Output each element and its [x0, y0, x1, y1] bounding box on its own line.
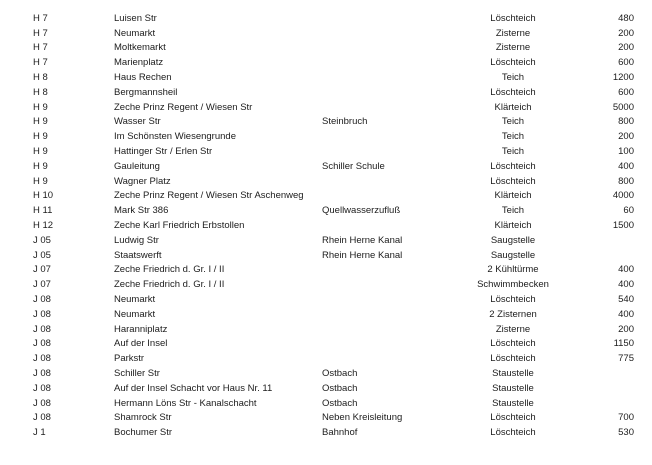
type-cell: Teich: [501, 131, 525, 143]
grid-ref-cell: H 10: [33, 190, 54, 202]
detail-cell: Ostbach: [322, 397, 358, 409]
type-cell: Teich: [501, 146, 525, 158]
name-cell: Zeche Prinz Regent / Wiesen Str: [114, 101, 253, 113]
grid-ref-cell: H 12: [33, 220, 54, 232]
type-cell: Löschteich: [490, 294, 536, 306]
table-row: [0, 263, 652, 278]
value-cell: 200: [618, 131, 634, 143]
type-cell: Staustelle: [492, 368, 534, 380]
type-cell: Teich: [501, 205, 525, 217]
type-cell: Zisterne: [495, 27, 531, 39]
table-row: [0, 366, 652, 381]
table-row: [0, 41, 652, 56]
value-cell: 1200: [612, 72, 634, 84]
table-row: [0, 411, 652, 426]
grid-ref-cell: H 9: [33, 131, 48, 143]
name-cell: Hattinger Str / Erlen Str: [114, 146, 213, 158]
table-row: [0, 307, 652, 322]
grid-ref-cell: J 05: [33, 249, 51, 261]
grid-ref-cell: H 11: [33, 205, 53, 217]
value-cell: 800: [618, 116, 634, 128]
type-cell: Teich: [501, 72, 525, 84]
table-row: [0, 129, 652, 144]
grid-ref-cell: H 9: [33, 146, 48, 158]
type-cell: Löschteich: [490, 57, 536, 69]
detail-cell: Ostbach: [322, 382, 358, 394]
grid-ref-cell: J 08: [33, 338, 51, 350]
table-row: [0, 11, 652, 26]
grid-ref-cell: J 08: [33, 382, 51, 394]
name-cell: Wasser Str: [114, 116, 161, 128]
grid-ref-cell: H 8: [33, 72, 48, 84]
table-row: [0, 292, 652, 307]
table-row: [0, 174, 652, 189]
type-cell: Löschteich: [490, 175, 536, 187]
type-cell: Staustelle: [492, 382, 534, 394]
value-cell: 1150: [613, 338, 634, 350]
value-cell: 5000: [612, 101, 634, 113]
grid-ref-cell: H 9: [33, 175, 48, 187]
type-cell: Saugstelle: [490, 234, 536, 246]
grid-ref-cell: J 08: [33, 323, 51, 335]
grid-ref-cell: H 7: [33, 12, 48, 24]
value-cell: 700: [618, 412, 634, 424]
type-cell: Löschteich: [490, 427, 536, 439]
value-cell: 600: [618, 57, 634, 69]
name-cell: Auf der Insel: [114, 338, 168, 350]
name-cell: Mark Str 386: [114, 205, 169, 217]
grid-ref-cell: J 07: [33, 264, 51, 276]
name-cell: Neumarkt: [114, 294, 156, 306]
value-cell: 600: [618, 86, 634, 98]
value-cell: 4000: [612, 190, 634, 202]
detail-cell: Ostbach: [322, 368, 358, 380]
value-cell: 200: [618, 42, 634, 54]
name-cell: Wagner Platz: [114, 175, 171, 187]
water-source-table: [0, 11, 652, 440]
grid-ref-cell: J 08: [33, 412, 51, 424]
name-cell: Bergmannsheil: [114, 86, 178, 98]
name-cell: Gauleitung: [114, 160, 160, 172]
table-row: [0, 159, 652, 174]
detail-cell: Schiller Schule: [322, 160, 385, 172]
value-cell: 540: [618, 294, 634, 306]
value-cell: 60: [623, 205, 634, 217]
grid-ref-cell: J 08: [33, 353, 51, 365]
detail-cell: Quellwasserzufluß: [322, 205, 401, 217]
grid-ref-cell: J 05: [33, 234, 51, 246]
name-cell: Luisen Str: [114, 12, 157, 24]
detail-cell: Neben Kreisleitung: [322, 412, 403, 424]
type-cell: Saugstelle: [490, 249, 536, 261]
name-cell: Shamrock Str: [114, 412, 172, 424]
name-cell: Zeche Karl Friedrich Erbstollen: [114, 220, 245, 232]
value-cell: 400: [618, 264, 634, 276]
value-cell: 400: [618, 279, 634, 291]
type-cell: Löschteich: [490, 338, 536, 350]
table-row: [0, 381, 652, 396]
name-cell: Neumarkt: [114, 308, 156, 320]
detail-cell: Steinbruch: [322, 116, 368, 128]
type-cell: Teich: [501, 116, 525, 128]
name-cell: Zeche Friedrich d. Gr. I / II: [114, 264, 225, 276]
grid-ref-cell: J 08: [33, 294, 51, 306]
grid-ref-cell: H 7: [33, 27, 48, 39]
grid-ref-cell: H 9: [33, 116, 48, 128]
table-row: [0, 218, 652, 233]
value-cell: 480: [618, 12, 634, 24]
type-cell: Zisterne: [495, 323, 531, 335]
table-row: [0, 70, 652, 85]
type-cell: Löschteich: [490, 12, 536, 24]
name-cell: Auf der Insel Schacht vor Haus Nr. 11: [114, 382, 273, 394]
name-cell: Haus Rechen: [114, 72, 172, 84]
name-cell: Bochumer Str: [114, 427, 173, 439]
detail-cell: Bahnhof: [322, 427, 358, 439]
detail-cell: Rhein Herne Kanal: [322, 234, 403, 246]
table-row: [0, 85, 652, 100]
detail-cell: Rhein Herne Kanal: [322, 249, 403, 261]
table-row: [0, 425, 652, 440]
table-row: [0, 115, 652, 130]
name-cell: Schiller Str: [114, 368, 160, 380]
grid-ref-cell: H 7: [33, 42, 48, 54]
type-cell: Staustelle: [492, 397, 534, 409]
table-row: [0, 100, 652, 115]
table-row: [0, 144, 652, 159]
name-cell: Ludwig Str: [114, 234, 159, 246]
name-cell: Staatswerft: [114, 249, 162, 261]
name-cell: Neumarkt: [114, 27, 156, 39]
value-cell: 100: [618, 146, 634, 158]
name-cell: Hermann Löns Str - Kanalschacht: [114, 397, 257, 409]
value-cell: 400: [618, 308, 634, 320]
value-cell: 200: [618, 27, 634, 39]
grid-ref-cell: J 08: [33, 308, 51, 320]
type-cell: Löschteich: [490, 353, 536, 365]
name-cell: Haranniplatz: [114, 323, 168, 335]
grid-ref-cell: J 08: [33, 368, 51, 380]
name-cell: Zeche Friedrich d. Gr. I / II: [114, 279, 225, 291]
table-row: [0, 233, 652, 248]
name-cell: Moltkemarkt: [114, 42, 166, 54]
grid-ref-cell: J 08: [33, 397, 51, 409]
table-row: [0, 396, 652, 411]
type-cell: Löschteich: [490, 160, 536, 172]
grid-ref-cell: H 7: [33, 57, 48, 69]
value-cell: 800: [618, 175, 634, 187]
type-cell: Löschteich: [490, 86, 536, 98]
name-cell: Im Schönsten Wiesengrunde: [114, 131, 236, 143]
type-cell: Schwimmbecken: [477, 279, 549, 291]
table-row: [0, 189, 652, 204]
value-cell: 400: [618, 160, 634, 172]
type-cell: Klärteich: [494, 220, 532, 232]
type-cell: Klärteich: [494, 101, 532, 113]
value-cell: 1500: [612, 220, 634, 232]
grid-ref-cell: J 07: [33, 279, 51, 291]
table-row: [0, 351, 652, 366]
table-row: [0, 55, 652, 70]
grid-ref-cell: J 1: [33, 427, 46, 439]
value-cell: 200: [618, 323, 634, 335]
type-cell: Löschteich: [490, 412, 536, 424]
name-cell: Parkstr: [114, 353, 145, 365]
type-cell: 2 Zisternen: [489, 308, 537, 320]
table-row: [0, 26, 652, 41]
grid-ref-cell: H 9: [33, 160, 48, 172]
name-cell: Marienplatz: [114, 57, 164, 69]
table-row: [0, 248, 652, 263]
grid-ref-cell: H 8: [33, 86, 48, 98]
table-row: [0, 203, 652, 218]
table-row: [0, 277, 652, 292]
value-cell: 530: [618, 427, 634, 439]
type-cell: 2 Kühltürme: [487, 264, 539, 276]
value-cell: 775: [618, 353, 634, 365]
type-cell: Klärteich: [494, 190, 532, 202]
name-cell: Zeche Prinz Regent / Wiesen Str Aschenweg: [114, 190, 304, 202]
type-cell: Zisterne: [495, 42, 531, 54]
table-row: [0, 322, 652, 337]
table-row: [0, 337, 652, 352]
grid-ref-cell: H 9: [33, 101, 48, 113]
